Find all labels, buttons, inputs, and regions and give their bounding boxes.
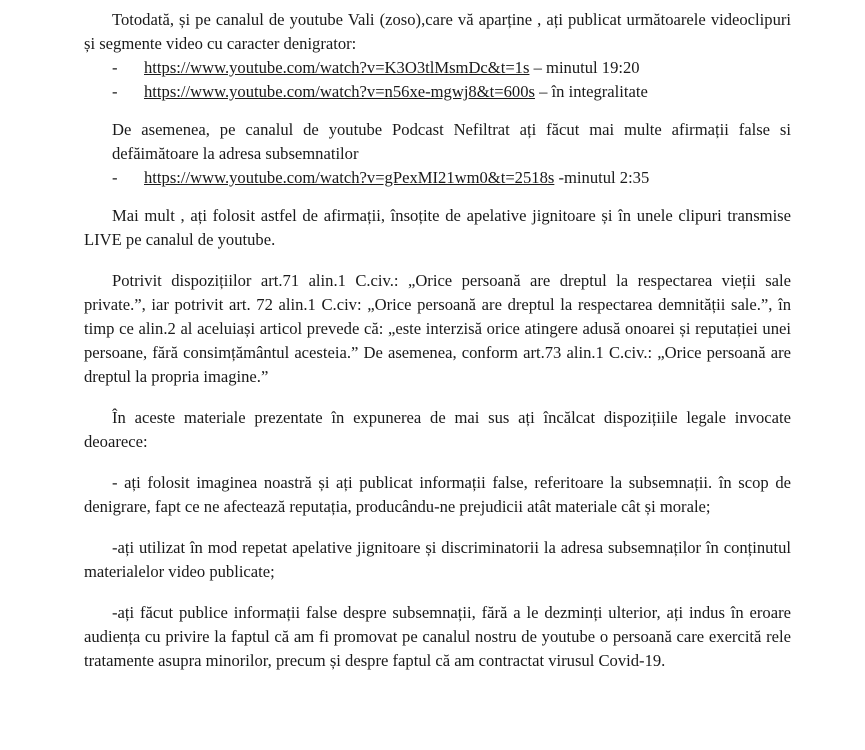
- list-bullet: -: [112, 82, 118, 101]
- paragraph-violation-false-info: -ați făcut publice informații false despre subsemnații, fără a le dezminți ulterior, ați indus în eroare audiența cu privire la faptul că am fi promovat pe canalul nostru de youtube o persoană care exercită rele tratamente asupra minorilor, precum și despre faptul că am contractat virusul Covid-19.: [84, 603, 791, 670]
- podcast-video-list: [84, 166, 791, 190]
- link-note: – în integralitate: [534, 82, 648, 101]
- zoso-video-list: [84, 56, 791, 104]
- paragraph-podcast-intro: De asemenea, pe canalul de youtube Podcast Nefiltrat ați făcut mai multe afirmații false si defăimătoare la adresa subsemnatilor: [112, 120, 791, 163]
- list-bullet: -: [112, 58, 118, 77]
- video-link[interactable]: https://www.youtube.com/watch?v=n56xe-mgwj8&t=600s: [144, 82, 535, 101]
- paragraph-violations-intro: În aceste materiale prezentate în expunerea de mai sus ați încălcat dispozițiile legale invocate deoarece:: [84, 408, 791, 451]
- video-link[interactable]: https://www.youtube.com/watch?v=K3O3tlMsmDc&t=1s: [144, 58, 530, 77]
- paragraph-zoso-intro: Totodată, și pe canalul de youtube Vali (zoso),care vă aparține , ați publicat următoarele videoclipuri și segmente video cu caracter denigrator:: [84, 10, 791, 53]
- paragraph-violation-insults: -ați utilizat în mod repetat apelative jignitoare și discriminatorii la adresa subsemnaților în conținutul materialelor video publicate;: [84, 538, 791, 581]
- list-item: [84, 80, 791, 104]
- list-item: [84, 56, 791, 80]
- paragraph-live-clips: Mai mult , ați folosit astfel de afirmații, însoțite de apelative jignitoare și în unele clipuri transmise LIVE pe canalul de youtube.: [84, 206, 791, 249]
- list-bullet: -: [112, 168, 118, 187]
- link-note: -minutul 2:35: [554, 168, 650, 187]
- paragraph-legal-articles: Potrivit dispozițiilor art.71 alin.1 C.civ.: „Orice persoană are dreptul la respectarea vieții sale private.”, iar potrivit art. 72 alin.1 C.civ: „Orice persoană are dreptul la respectarea demnității sale.”, în timp ce alin.2 al aceluiași articol prevede că: „este interzisă orice atingere adusă onoarei și reputației unei persoane, fără consimțământul acesteia.” De asemenea, conform art.73 alin.1 C.civ.: „Orice persoană are dreptul la propria imagine.”: [84, 271, 791, 386]
- document-page: [84, 0, 791, 673]
- link-note: – minutul 19:20: [529, 58, 640, 77]
- paragraph-violation-image: - ați folosit imaginea noastră și ați publicat informații false, referitoare la subsemnații. în scop de denigrare, fapt ce ne afectează reputația, producându-ne prejudicii atât materiale cât și morale;: [84, 473, 791, 516]
- list-item: [84, 166, 791, 190]
- video-link[interactable]: https://www.youtube.com/watch?v=gPexMI21wm0&t=2518s: [144, 168, 555, 187]
